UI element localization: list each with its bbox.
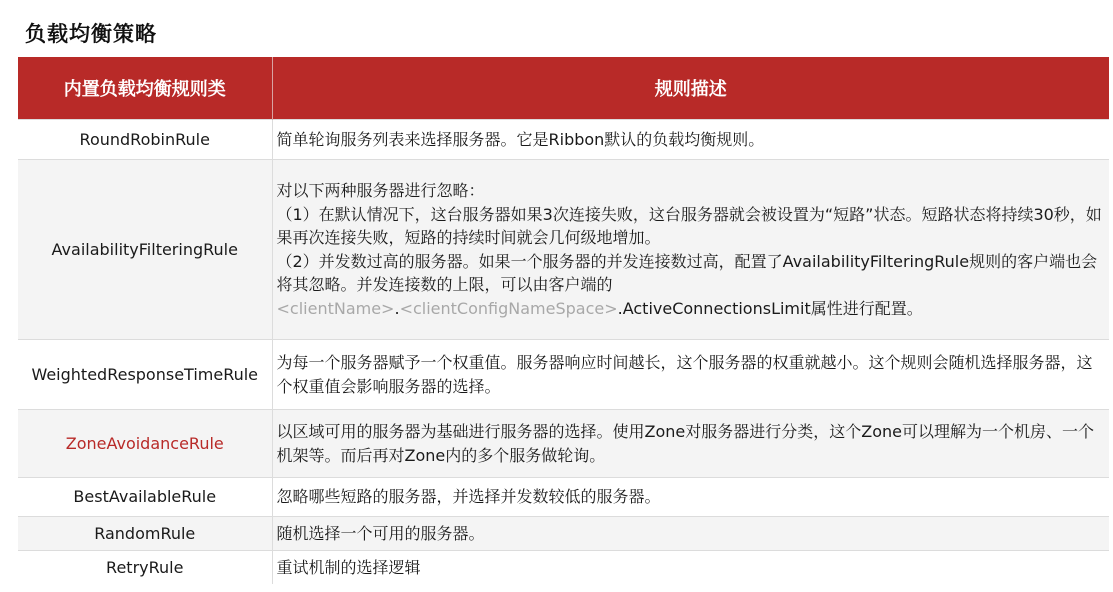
page-title: 负载均衡策略 <box>25 22 157 46</box>
description-line: （1）在默认情况下，这台服务器如果3次连接失败，这台服务器就会被设置为“短路”状态。短路状态将持续30秒，如果再次连接失败，短路的持续时间就会几何级地增加。 <box>276 204 1102 247</box>
rule-name: WeightedResponseTimeRule <box>18 340 272 410</box>
dot-separator: . <box>394 298 400 318</box>
table-row <box>18 160 1109 340</box>
description-line: 对以下两种服务器进行忽略： <box>276 181 485 200</box>
table-row <box>18 478 1109 517</box>
config-property-text: .ActiveConnectionsLimit属性进行配置。 <box>617 298 923 318</box>
header-rule-description: 规则描述 <box>272 57 1109 120</box>
rule-description: 随机选择一个可用的服务器。 <box>272 517 1109 551</box>
table-row <box>18 551 1109 585</box>
description-line <box>277 250 1104 321</box>
rule-description: 以区域可用的服务器为基础进行服务器的选择。使用Zone对服务器进行分类，这个Zone可以理解为一个机房、一个机架等。而后再对Zone内的多个服务做轮询。 <box>272 410 1109 478</box>
rule-name: BestAvailableRule <box>18 478 272 517</box>
rule-name: RoundRobinRule <box>18 120 272 160</box>
description-text: （2）并发数过高的服务器。如果一个服务器的并发连接数过高，配置了AvailabilityFilteringRule规则的客户端也会将其忽略。并发连接数的上限，可以由客户端的 <box>276 251 1098 294</box>
rule-description: 忽略哪些短路的服务器，并选择并发数较低的服务器。 <box>272 478 1109 517</box>
table-row <box>18 120 1109 160</box>
table-row <box>18 517 1109 551</box>
rule-name: RandomRule <box>18 517 272 551</box>
client-config-namespace-placeholder: <clientConfigNameSpace> <box>399 298 618 318</box>
table-row <box>18 410 1109 478</box>
rule-name: AvailabilityFilteringRule <box>18 160 272 340</box>
rules-table <box>18 57 1109 584</box>
rule-description: 简单轮询服务列表来选择服务器。它是Ribbon默认的负载均衡规则。 <box>272 120 1109 160</box>
rule-description <box>272 160 1109 340</box>
rule-description: 为每一个服务器赋予一个权重值。服务器响应时间越长，这个服务器的权重就越小。这个规则会随机选择服务器，这个权重值会影响服务器的选择。 <box>272 340 1109 410</box>
rule-description: 重试机制的选择逻辑 <box>272 551 1109 585</box>
header-rule-class: 内置负载均衡规则类 <box>18 57 272 120</box>
table-header-row <box>18 57 1109 120</box>
client-name-placeholder: <clientName> <box>276 298 395 318</box>
table-row <box>18 340 1109 410</box>
rule-name-highlighted: ZoneAvoidanceRule <box>18 410 272 478</box>
rule-name: RetryRule <box>18 551 272 585</box>
